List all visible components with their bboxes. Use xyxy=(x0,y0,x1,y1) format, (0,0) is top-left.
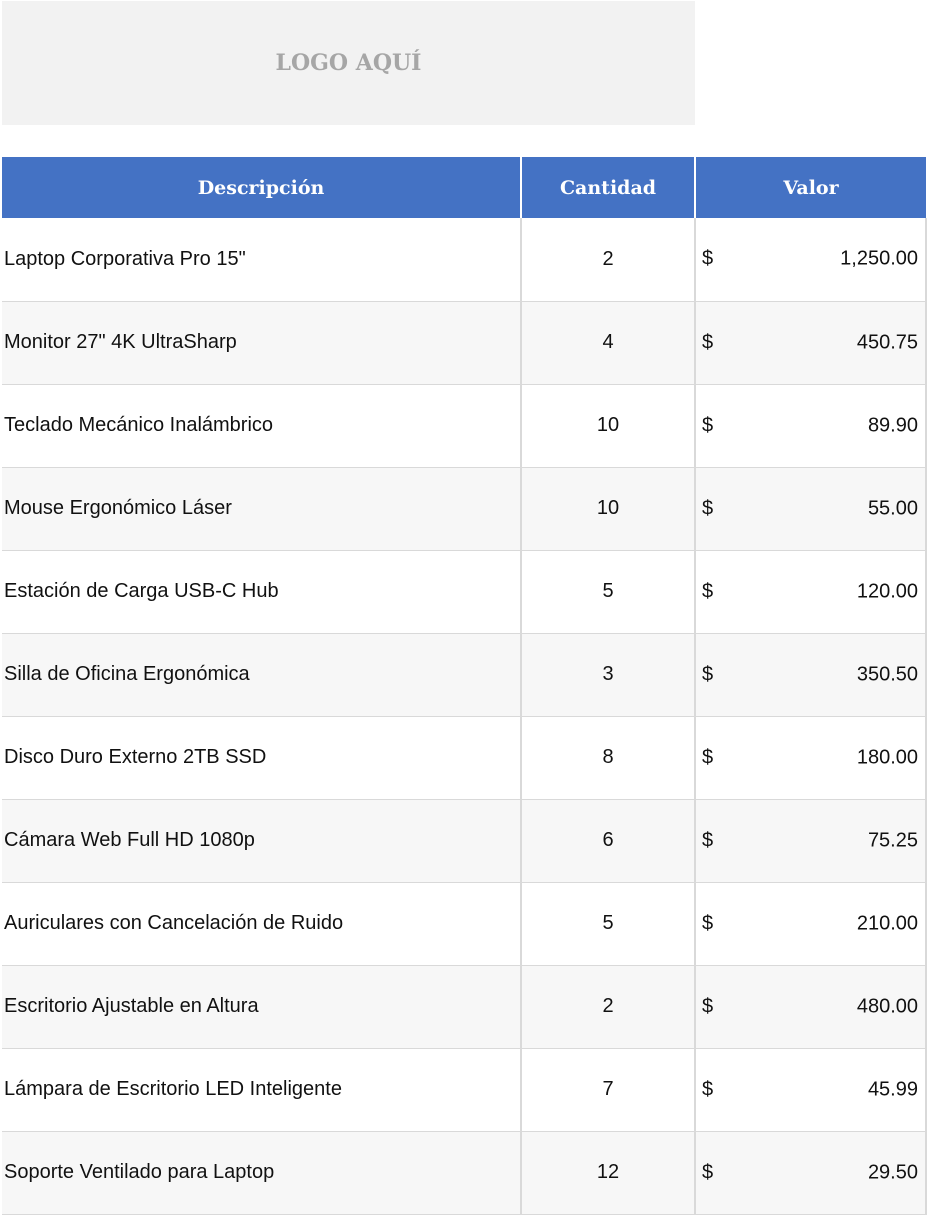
value-amount: 55.00 xyxy=(867,497,918,519)
cell-quantity[interactable]: 5 xyxy=(521,550,695,633)
table-row xyxy=(2,799,926,882)
cell-value[interactable] xyxy=(695,633,926,716)
cell-value[interactable] xyxy=(695,1048,926,1131)
header-quantity: Cantidad xyxy=(521,157,695,218)
table-row xyxy=(2,384,926,467)
value-amount: 29.50 xyxy=(867,1161,918,1183)
cell-quantity[interactable]: 2 xyxy=(521,965,695,1048)
cell-quantity[interactable]: 2 xyxy=(521,218,695,301)
table-row xyxy=(2,550,926,633)
logo-placeholder xyxy=(2,1,695,125)
cell-description[interactable]: Monitor 27" 4K UltraSharp xyxy=(2,301,521,384)
currency-symbol: $ xyxy=(702,912,714,934)
cell-value[interactable] xyxy=(695,882,926,965)
cell-description[interactable]: Soporte Ventilado para Laptop xyxy=(2,1131,521,1214)
cell-value[interactable] xyxy=(695,301,926,384)
cell-description[interactable]: Estación de Carga USB-C Hub xyxy=(2,550,521,633)
value-amount: 75.25 xyxy=(867,829,918,851)
cell-value[interactable] xyxy=(695,799,926,882)
value-amount: 45.99 xyxy=(867,1078,918,1100)
value-amount: 210.00 xyxy=(856,912,918,934)
table-row xyxy=(2,218,926,301)
cell-quantity[interactable]: 7 xyxy=(521,1048,695,1131)
currency-symbol: $ xyxy=(702,414,714,436)
table-header-row xyxy=(2,157,926,218)
currency-symbol: $ xyxy=(702,829,714,851)
table-row xyxy=(2,716,926,799)
cell-quantity[interactable]: 4 xyxy=(521,301,695,384)
table-row xyxy=(2,301,926,384)
currency-symbol: $ xyxy=(702,580,714,602)
table-row xyxy=(2,467,926,550)
table-row xyxy=(2,1048,926,1131)
cell-quantity[interactable]: 5 xyxy=(521,882,695,965)
value-amount: 450.75 xyxy=(856,331,918,353)
value-amount: 480.00 xyxy=(856,995,918,1017)
currency-symbol: $ xyxy=(702,746,714,768)
cell-quantity[interactable]: 8 xyxy=(521,716,695,799)
cell-value[interactable] xyxy=(695,716,926,799)
cell-value[interactable] xyxy=(695,467,926,550)
table-row xyxy=(2,1131,926,1214)
value-amount: 180.00 xyxy=(856,746,918,768)
cell-quantity[interactable]: 10 xyxy=(521,384,695,467)
currency-symbol: $ xyxy=(702,1161,714,1183)
cell-quantity[interactable]: 3 xyxy=(521,633,695,716)
currency-symbol: $ xyxy=(702,1078,714,1100)
cell-value[interactable] xyxy=(695,550,926,633)
table-row xyxy=(2,882,926,965)
cell-description[interactable]: Cámara Web Full HD 1080p xyxy=(2,799,521,882)
cell-description[interactable]: Escritorio Ajustable en Altura xyxy=(2,965,521,1048)
cell-value[interactable] xyxy=(695,965,926,1048)
cell-description[interactable]: Auriculares con Cancelación de Ruido xyxy=(2,882,521,965)
cell-value[interactable] xyxy=(695,1131,926,1214)
cell-description[interactable]: Disco Duro Externo 2TB SSD xyxy=(2,716,521,799)
value-amount: 1,250.00 xyxy=(840,247,918,270)
cell-quantity[interactable]: 12 xyxy=(521,1131,695,1214)
header-description: Descripción xyxy=(2,157,521,218)
value-amount: 350.50 xyxy=(856,663,918,685)
cell-description[interactable]: Silla de Oficina Ergonómica xyxy=(2,633,521,716)
value-amount: 120.00 xyxy=(856,580,918,602)
currency-symbol: $ xyxy=(702,663,714,685)
cell-value[interactable] xyxy=(695,384,926,467)
currency-symbol: $ xyxy=(702,331,714,353)
cell-quantity[interactable]: 6 xyxy=(521,799,695,882)
value-amount: 89.90 xyxy=(867,414,918,436)
table-row xyxy=(2,965,926,1048)
cell-description[interactable]: Mouse Ergonómico Láser xyxy=(2,467,521,550)
currency-symbol: $ xyxy=(702,995,714,1017)
cell-value[interactable] xyxy=(695,218,926,301)
currency-symbol: $ xyxy=(702,247,714,270)
cell-quantity[interactable]: 10 xyxy=(521,467,695,550)
currency-symbol: $ xyxy=(702,497,714,519)
logo-text: LOGO AQUÍ xyxy=(275,50,422,76)
cell-description[interactable]: Laptop Corporativa Pro 15" xyxy=(2,218,521,301)
table-row xyxy=(2,633,926,716)
items-table xyxy=(2,157,927,1215)
cell-description[interactable]: Teclado Mecánico Inalámbrico xyxy=(2,384,521,467)
header-value: Valor xyxy=(695,157,926,218)
cell-description[interactable]: Lámpara de Escritorio LED Inteligente xyxy=(2,1048,521,1131)
